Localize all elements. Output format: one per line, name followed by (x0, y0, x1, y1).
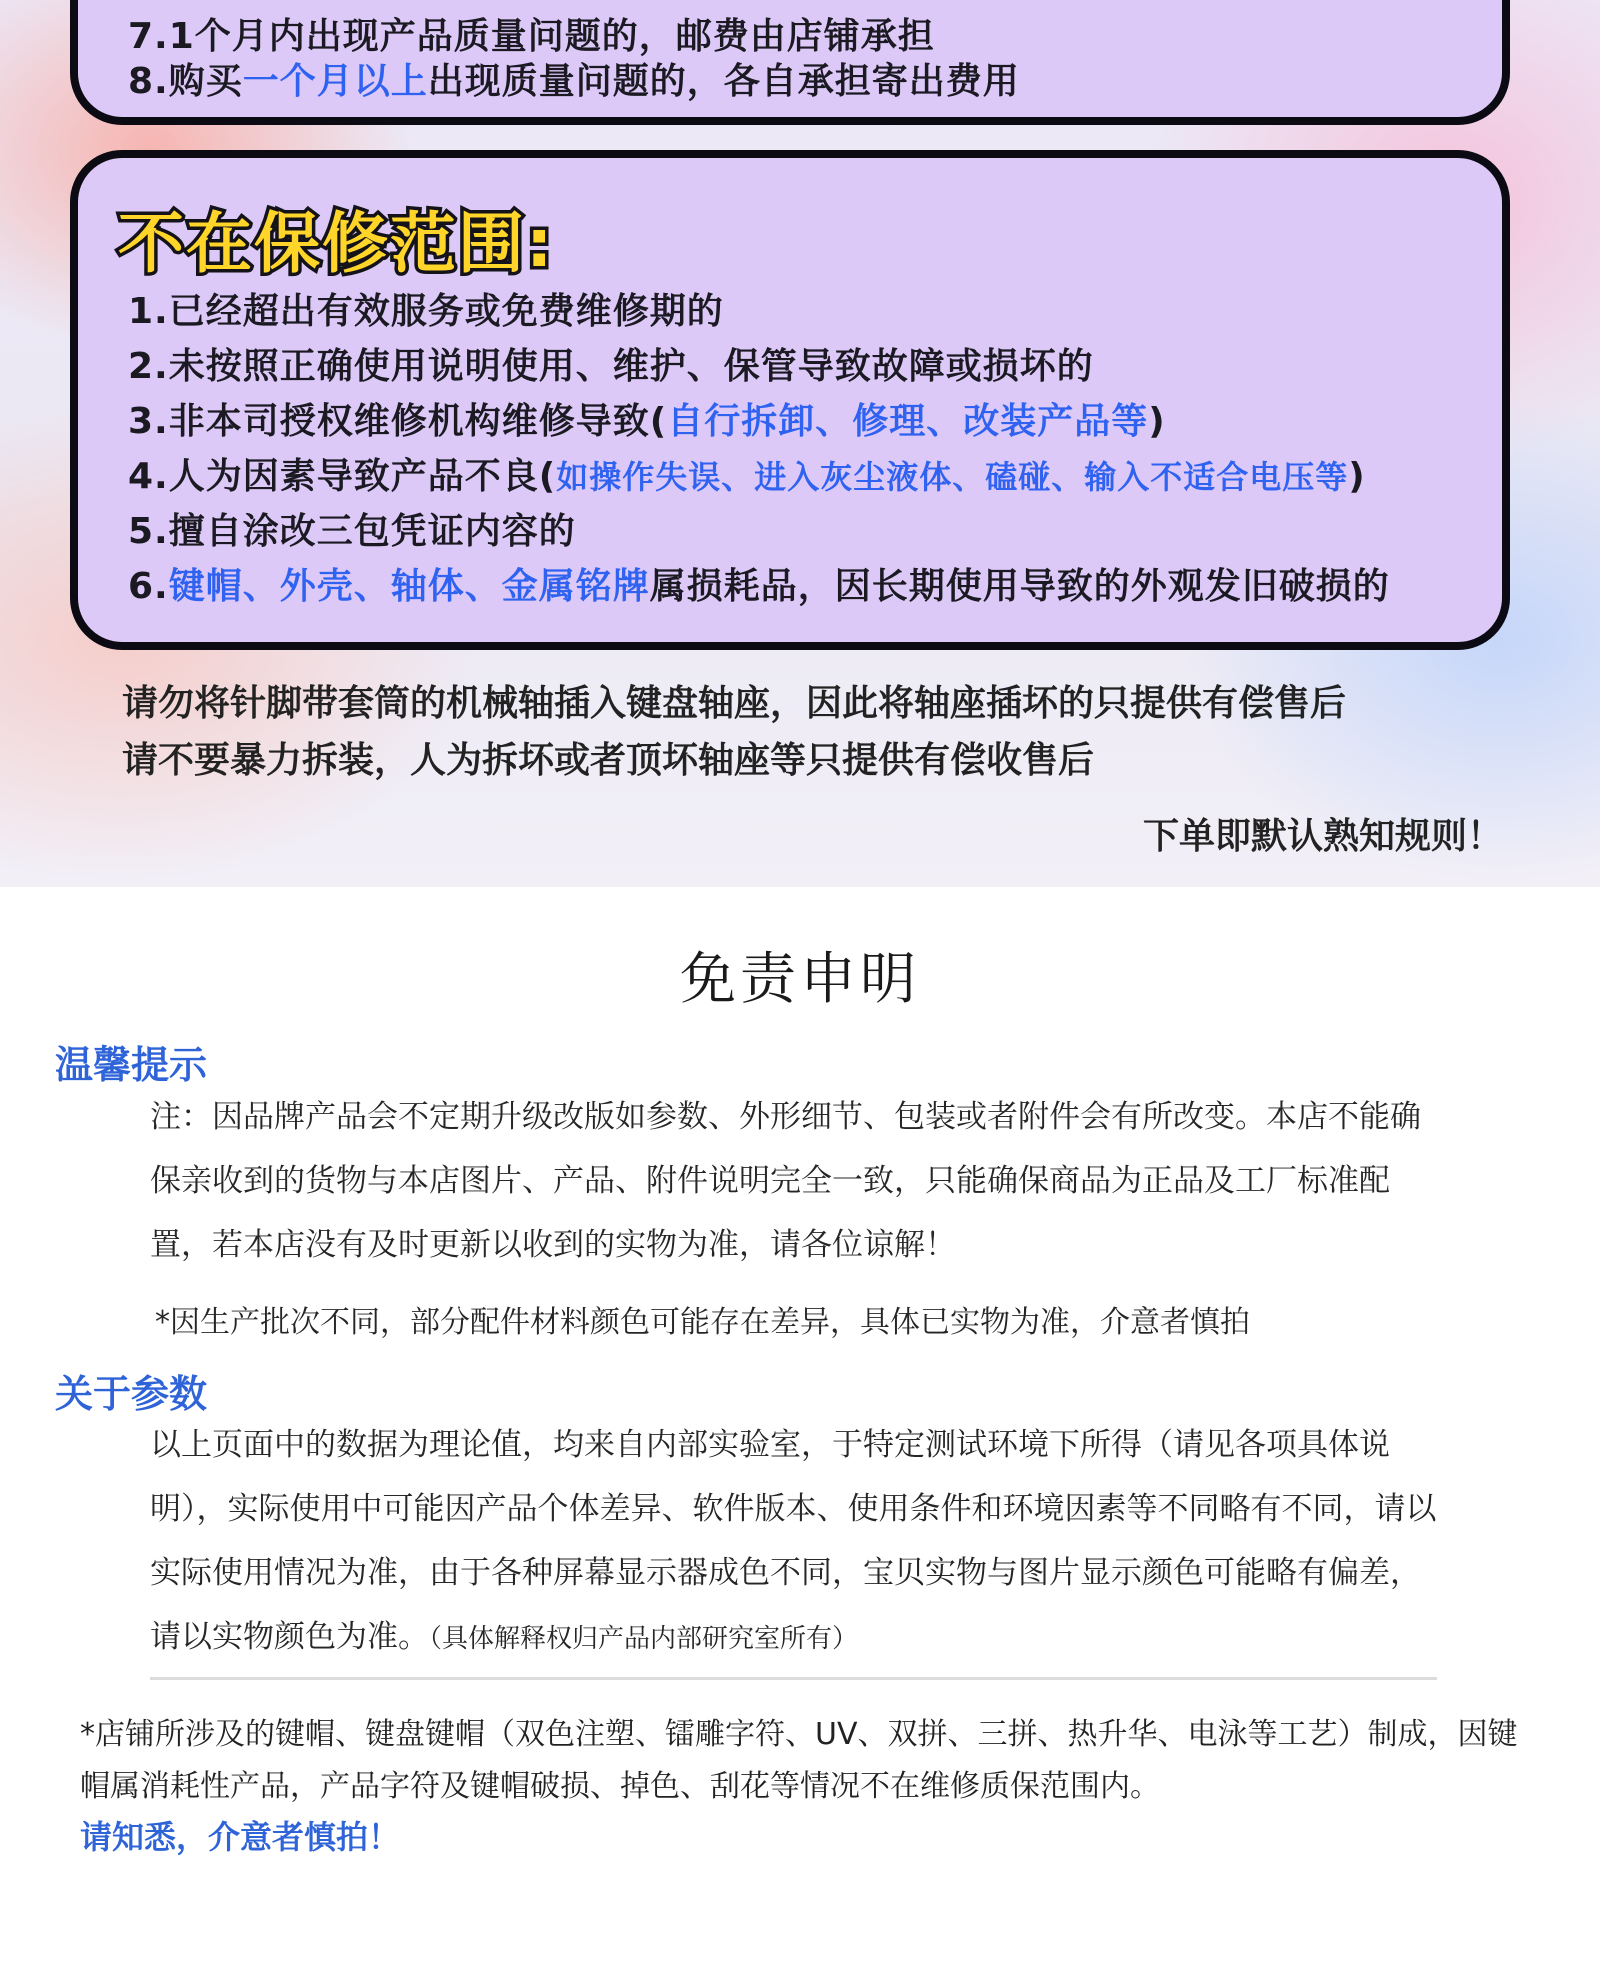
batch-color-note: *因生产批次不同，部分配件材料颜色可能存在差异，具体已实物为准，介意者慎拍 (155, 1305, 1250, 1340)
warranty-terms-card (70, 0, 1510, 125)
divider (150, 1677, 1437, 1680)
highlight-text: 一个月以上 (242, 61, 428, 102)
highlight-text: 键帽、外壳、轴体、金属铭牌 (168, 566, 650, 607)
disclaimer-section (0, 887, 1600, 1979)
footer-warning: 请知悉，介意者慎拍！ (80, 1818, 401, 1856)
disassembly-note: 请不要暴力拆装，人为拆坏或者顶坏轴座等只提供有偿收售后 (122, 740, 1095, 781)
term-line-8: 8.购买一个月以上出现质量问题的，各自承担寄出费用 (128, 61, 1020, 102)
exclusion-item-4: 4.人为因素导致产品不良(如操作失误、进入灰尘液体、磕碰、输入不适合电压等) (128, 456, 1366, 497)
warranty-rules-banner (0, 0, 1600, 887)
disclaimer-title: 免责申明 (680, 947, 920, 1012)
exclusion-item-2: 2.未按照正确使用说明使用、维护、保管导致故障或损坏的 (128, 346, 1094, 387)
exclusion-item-1: 1.已经超出有效服务或免费维修期的 (128, 291, 724, 332)
exclusions-title: 不在保修范围: (118, 205, 555, 282)
param-paragraph: 以上页面中的数据为理论值，均来自内部实验室，于特定测试环境下所得（请见各项具体说明），实际使用中可能因产品个体差异、软件版本、使用条件和环境因素等不同略有不同，请以实际使用情况为准，由于各种屏幕显示器成色不同，宝贝实物与图片显示颜色可能略有偏差，请以实物颜色为准。（具体解释权归产品内部研究室所有） (150, 1427, 1437, 1655)
exclusion-item-3: 3.非本司授权维修机构维修导致(自行拆卸、修理、改装产品等) (128, 401, 1166, 442)
exclusion-item-6: 6.键帽、外壳、轴体、金属铭牌属损耗品，因长期使用导致的外观发旧破损的 (128, 566, 1390, 607)
keycap-footer-note: *店铺所涉及的键帽、键盘键帽（双色注塑、镭雕字符、UV、双拼、三拼、热升华、电泳等工艺）制成，因键帽属消耗性产品，产品字符及键帽破损、掉色、刮花等情况不在维修质保范围内。 (80, 1717, 1518, 1804)
tip-heading: 温馨提示 (55, 1043, 208, 1087)
term-line-7: 7.1个月内出现产品质量问题的，邮费由店铺承担 (128, 16, 935, 57)
switch-socket-note: 请勿将针脚带套筒的机械轴插入键盘轴座，因此将轴座插坏的只提供有偿售后 (122, 683, 1347, 724)
tip-paragraph: 注：因品牌产品会不定期升级改版如参数、外形细节、包装或者附件会有所改变。本店不能确保亲收到的货物与本店图片、产品、附件说明完全一致，只能确保商品为正品及工厂标准配置，若本店没有及时更新以收到的实物为准，请各位谅解！ (150, 1099, 1421, 1263)
highlight-text: 自行拆卸、修理、改装产品等 (667, 401, 1149, 442)
rights-note: （具体解释权归产品内部研究室所有） (429, 1624, 859, 1654)
param-heading: 关于参数 (55, 1372, 208, 1416)
exclusion-item-5: 5.擅自涂改三包凭证内容的 (128, 511, 576, 552)
accept-rules-note: 下单即默认熟知规则！ (1142, 816, 1503, 857)
exclusions-card (70, 150, 1510, 650)
highlight-text: 如操作失误、进入灰尘液体、磕碰、输入不适合电压等 (556, 458, 1349, 496)
